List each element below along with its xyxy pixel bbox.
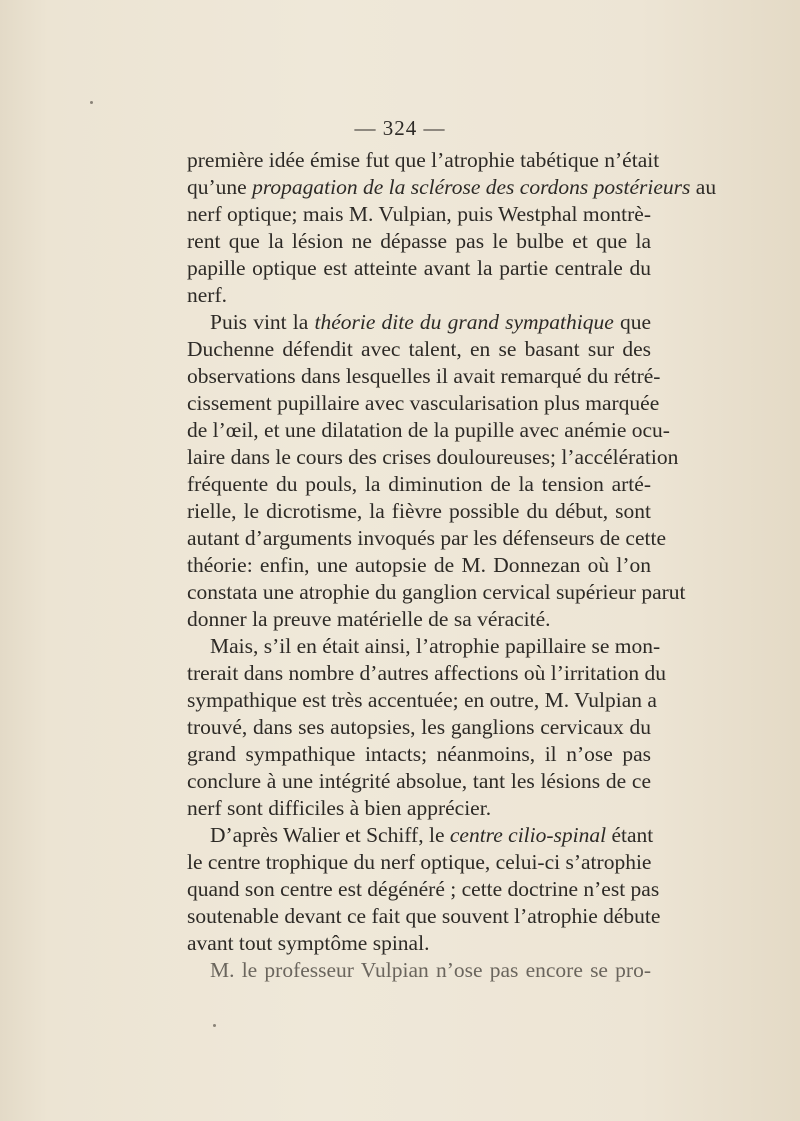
page-number: — 324 — bbox=[354, 116, 446, 140]
text-line: papille optique est atteinte avant la partie centrale du bbox=[187, 256, 651, 280]
text-line: nerf sont difficiles à bien apprécier. bbox=[187, 796, 492, 820]
text-line: laire dans le cours des crises douloureuses; l’accélération bbox=[187, 445, 679, 469]
text-line: trouvé, dans ses autopsies, les ganglions cervicaux du bbox=[187, 715, 651, 739]
text-line: de l’œil, et une dilatation de la pupille avec anémie ocu- bbox=[187, 418, 670, 442]
paragraph-start-line: D’après Walier et Schiff, le centre cilio-spinal étant bbox=[210, 823, 654, 847]
text-line: grand sympathique intacts; néanmoins, il n’ose pas bbox=[187, 742, 651, 766]
paragraph-start-line: Puis vint la théorie dite du grand sympathique que bbox=[210, 310, 651, 334]
text-line: conclure à une intégrité absolue, tant les lésions de ce bbox=[187, 769, 651, 793]
text-line: donner la preuve matérielle de sa véracité. bbox=[187, 607, 551, 631]
text-line: autant d’arguments invoqués par les défenseurs de cette bbox=[187, 526, 667, 550]
text-line: théorie: enfin, une autopsie de M. Donnezan où l’on bbox=[187, 553, 651, 577]
paper-speck bbox=[90, 101, 93, 104]
text-line: nerf optique; mais M. Vulpian, puis Westphal montrè- bbox=[187, 202, 651, 226]
text-line: le centre trophique du nerf optique, celui-ci s’atrophie bbox=[187, 850, 652, 874]
text-line: rielle, le dicrotisme, la fièvre possible du début, sont bbox=[187, 499, 651, 523]
paper-speck bbox=[213, 1024, 216, 1027]
text-line: rent que la lésion ne dépasse pas le bulbe et que la bbox=[187, 229, 651, 253]
text-line: Duchenne défendit avec talent, en se basant sur des bbox=[187, 337, 651, 361]
text-line: quand son centre est dégénéré ; cette doctrine n’est pas bbox=[187, 877, 660, 901]
text-line: fréquente du pouls, la diminution de la tension arté- bbox=[187, 472, 651, 496]
text-line: constata une atrophie du ganglion cervical supérieur parut bbox=[187, 580, 686, 604]
body-text bbox=[187, 147, 717, 984]
text-line: première idée émise fut que l’atrophie tabétique n’était bbox=[187, 148, 660, 172]
text-line: cissement pupillaire avec vascularisation plus marquée bbox=[187, 391, 660, 415]
text-line: sympathique est très accentuée; en outre, M. Vulpian a bbox=[187, 688, 657, 712]
text-line: nerf. bbox=[187, 283, 227, 307]
text-line: qu’une propagation de la sclérose des cordons postérieurs au bbox=[187, 175, 717, 199]
text-line: soutenable devant ce fait que souvent l’atrophie débute bbox=[187, 904, 661, 928]
text-line: avant tout symptôme spinal. bbox=[187, 931, 430, 955]
paragraph-start-line: M. le professeur Vulpian n’ose pas encore se pro- bbox=[210, 958, 651, 982]
paragraph-start-line: Mais, s’il en était ainsi, l’atrophie papillaire se mon- bbox=[210, 634, 661, 658]
text-line: trerait dans nombre d’autres affections où l’irritation du bbox=[187, 661, 667, 685]
text-line: observations dans lesquelles il avait remarqué du rétré- bbox=[187, 364, 661, 388]
